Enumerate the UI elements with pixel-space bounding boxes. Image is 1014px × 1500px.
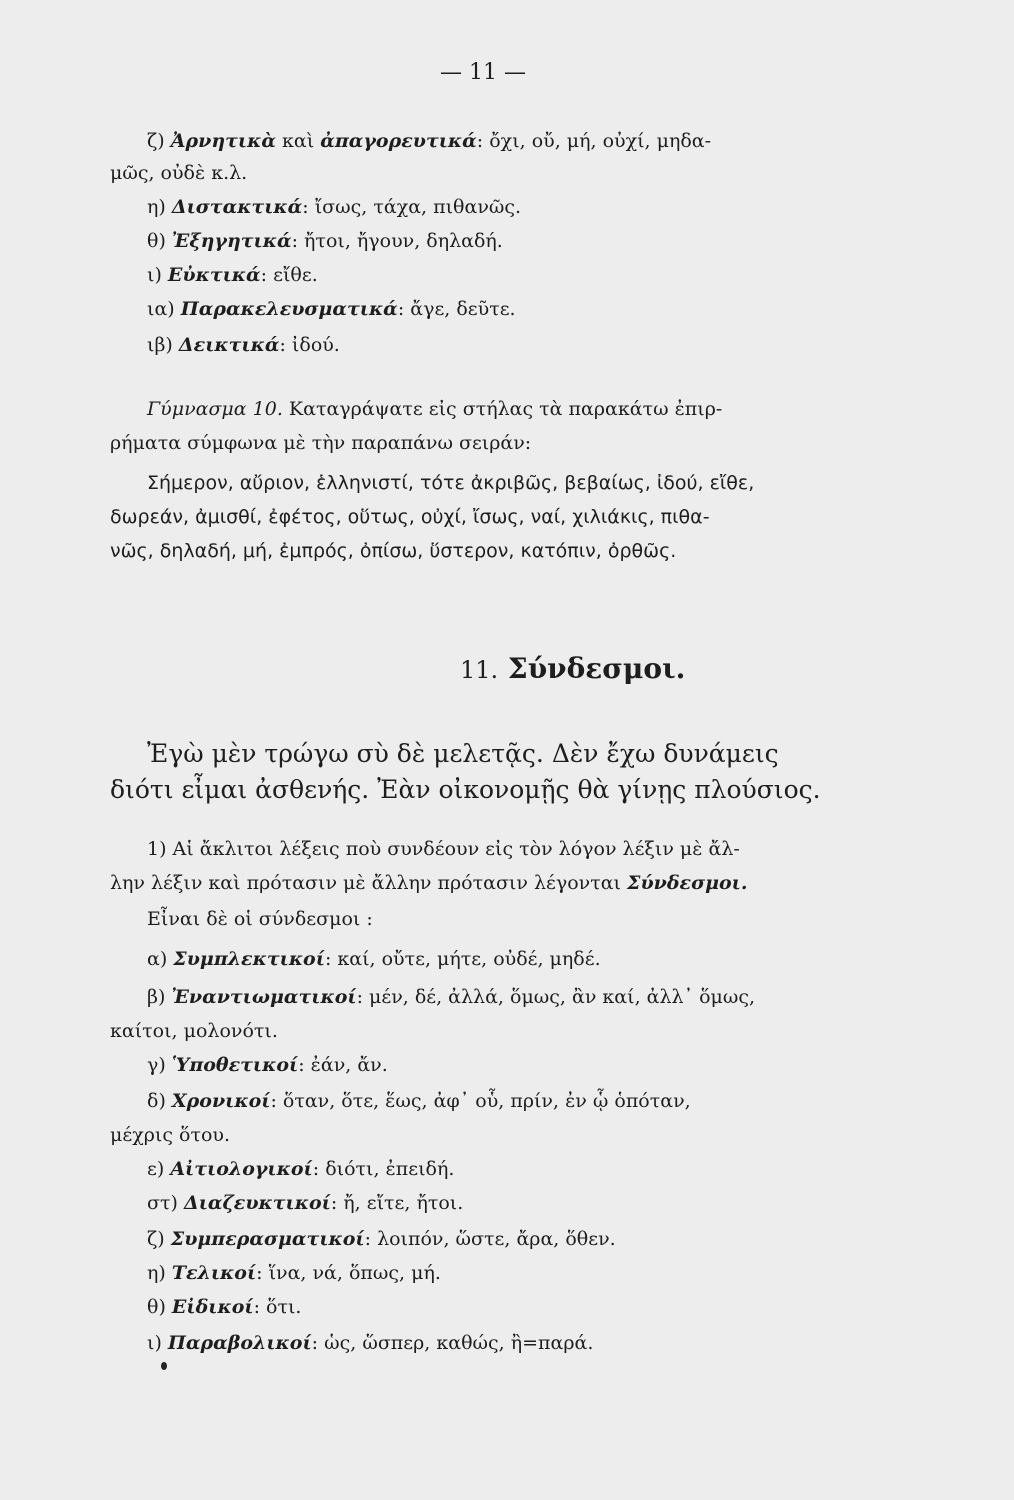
conjunction-continuation: καίτοι, μολονότι. (110, 1020, 278, 1042)
conjunction-item: γ) Ὑποθετικοί: ἐάν, ἄν. (147, 1054, 388, 1076)
rule-text: 1) Αἱ ἄκλιτοι λέξεις ποὺ συνδέουν εἰς τὸν λόγον λέξιν μὲ ἄλ- (147, 838, 740, 860)
conjunction-item: ε) Αἰτιολογικοί: διότι, ἐπειδή. (147, 1158, 455, 1180)
example-sentence: διότι εἶμαι ἀσθενής. Ἐὰν οἰκονομῇς θὰ γίνῃς πλούσιος. (110, 775, 821, 804)
adverb-item: ιβ) Δεικτικά: ἰδού. (147, 334, 340, 356)
conjunction-item: η) Τελικοί: ἵνα, νά, ὅπως, μή. (147, 1262, 441, 1284)
conjunction-item: β) Ἐναντιωματικοί: μέν, δέ, ἀλλά, ὅμως, ἂν καί, ἀλλ᾿ ὅμως, (147, 986, 756, 1008)
adverb-item: ια) Παρακελευσματικά: ἄγε, δεῦτε. (147, 298, 516, 320)
rule-text: λην λέξιν καὶ πρότασιν μὲ ἄλλην πρότασιν λέγονται Σύνδεσμοι. (110, 872, 748, 894)
conjunction-item: στ) Διαζευκτικοί: ἤ, εἴτε, ἤτοι. (147, 1192, 464, 1214)
conjunction-item: δ) Χρονικοί: ὅταν, ὅτε, ἕως, ἀφ᾿ οὗ, πρίν, ἐν ᾧ ὁπόταν, (147, 1090, 691, 1112)
conjunction-item: α) Συμπλεκτικοί: καί, οὔτε, μήτε, οὐδέ, μηδέ. (147, 948, 601, 970)
exercise-title: Γύμνασμα 10. (147, 398, 283, 420)
exercise-word-list: Σήμερον, αὔριον, ἑλληνιστί, τότε ἀκριβῶς, βεβαίως, ἰδού, εἴθε, (147, 472, 755, 494)
ink-blot-mark (161, 1362, 167, 1370)
page-number: — 11 — (440, 60, 526, 85)
conjunction-item: ζ) Συμπερασματικοί: λοιπόν, ὥστε, ἄρα, ὅθεν. (147, 1228, 616, 1250)
adverb-item: η) Διστακτικά: ἴσως, τάχα, πιθανῶς. (147, 196, 522, 218)
exercise-word-list: δωρεάν, ἀμισθί, ἐφέτος, οὕτως, οὐχί, ἴσως, ναί, χιλιάκις, πιθα- (110, 506, 710, 528)
exercise-word-list: νῶς, δηλαδή, μή, ἐμπρός, ὀπίσω, ὕστερον, κατόπιν, ὀρθῶς. (110, 540, 677, 562)
exercise-intro: Γύμνασμα 10. Καταγράψατε εἰς στήλας τὰ παρακάτω ἐπιρ- (147, 398, 723, 420)
adverb-item: ι) Εὐκτικά: εἴθε. (147, 264, 318, 286)
example-sentence: Ἐγὼ μὲν τρώγω σὺ δὲ μελετᾷς. Δὲν ἔχω δυνάμεις (147, 739, 779, 768)
conjunction-item: ι) Παραβολικοί: ὡς, ὥσπερ, καθώς, ἢ=παρά. (147, 1332, 594, 1354)
adverb-item: θ) Ἐξηγητικά: ἤτοι, ἤγουν, δηλαδή. (147, 230, 503, 252)
conjunction-intro: Εἶναι δὲ οἱ σύνδεσμοι : (147, 908, 373, 930)
section-heading (460, 652, 685, 685)
adverb-item: ζ) Ἀρνητικὰ καὶ ἀπαγορευτικά: ὄχι, οὔ, μή, οὐχί, μηδα- (147, 130, 712, 152)
section-title: Σύνδεσμοι. (507, 652, 686, 685)
adverb-continuation: μῶς, οὐδὲ κ.λ. (110, 162, 248, 184)
conjunction-continuation: μέχρις ὅτου. (110, 1124, 230, 1146)
section-number: 11. (460, 656, 499, 684)
rule-term: Σύνδεσμοι. (627, 872, 748, 894)
exercise-line: ρήματα σύμφωνα μὲ τὴν παραπάνω σειράν: (110, 432, 532, 454)
conjunction-item: θ) Εἰδικοί: ὅτι. (147, 1296, 302, 1318)
